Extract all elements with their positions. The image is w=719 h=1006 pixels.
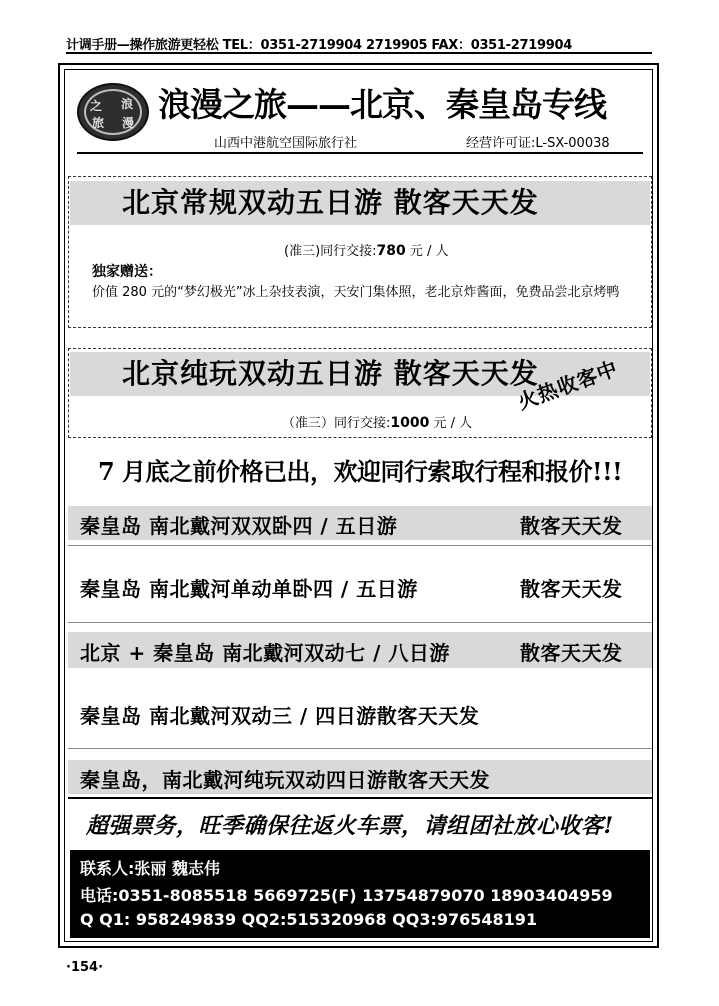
product-heading: 北京纯玩双动五日游 散客天天发 <box>122 357 539 390</box>
route-name: 秦皇岛 南北戴河双动三 / 四日游散客天天发 <box>80 704 480 728</box>
price-notice: 7 月底之前价格已出，欢迎同行索取行程和报价!!! <box>98 457 623 486</box>
price-value: 780 <box>376 243 406 259</box>
contact-qq: Q Q1: 958249839 QQ2:515320968 QQ3:976548191 <box>80 910 538 929</box>
page-number: ·154· <box>66 960 104 975</box>
ticket-service-slogan: 超强票务，旺季确保往返火车票，请组团社放心收客! <box>86 813 614 839</box>
logo-char: 旅 <box>92 116 105 130</box>
product-heading: 北京常规双动五日游 散客天天发 <box>122 186 539 219</box>
route-divider <box>68 622 652 623</box>
price-prefix: (准三)同行交接: <box>284 244 377 259</box>
route-name: 秦皇岛 南北戴河双双卧四 / 五日游 <box>80 514 398 538</box>
route-divider <box>68 748 652 749</box>
price-suffix: 元 / 人 <box>433 416 473 431</box>
gift-label: 独家赠送： <box>92 264 162 280</box>
route-tag: 散客天天发 <box>520 577 623 601</box>
title-rule <box>77 152 643 154</box>
logo-char: 浪 <box>121 97 134 111</box>
route-tag: 散客天天发 <box>520 514 623 538</box>
product-price <box>284 240 449 259</box>
license-number: 经营许可证:L-SX-00038 <box>466 136 610 151</box>
contact-block <box>70 850 650 938</box>
header-rule <box>66 52 652 54</box>
route-divider <box>68 545 652 546</box>
agency-logo <box>77 83 149 141</box>
route-name: 秦皇岛 南北戴河单动单卧四 / 五日游 <box>80 577 418 601</box>
logo-char: 漫 <box>122 116 135 130</box>
product-price <box>282 412 472 431</box>
price-prefix: （准三）同行交接: <box>282 416 391 431</box>
logo-char: 之 <box>90 99 103 113</box>
gift-description: 价值 280 元的“梦幻极光”冰上杂技表演，天安门集体照，老北京炸酱面，免费品尝北京烤鸭 <box>92 285 620 300</box>
agency-name: 山西中港航空国际旅行社 <box>214 136 358 151</box>
contact-phones: 电话:0351-8085518 5669725(F) 13754879070 18903404959 <box>80 886 613 905</box>
contact-people: 联系人:张丽 魏志伟 <box>80 859 220 878</box>
route-tag: 散客天天发 <box>520 641 623 665</box>
page-header: 计调手册—操作旅游更轻松 TEL：0351-2719904 2719905 FAX：0351-2719904 <box>66 37 572 53</box>
price-suffix: 元 / 人 <box>409 244 449 259</box>
route-divider <box>68 797 652 799</box>
route-name: 秦皇岛，南北戴河纯玩双动四日游散客天天发 <box>80 768 490 792</box>
route-name: 北京 + 秦皇岛 南北戴河双动七 / 八日游 <box>80 641 450 665</box>
price-value: 1000 <box>390 415 430 431</box>
hot-sale-stamp: 火热收客中 <box>514 355 622 415</box>
ad-title: 浪漫之旅——北京、秦皇岛专线 <box>158 85 606 124</box>
